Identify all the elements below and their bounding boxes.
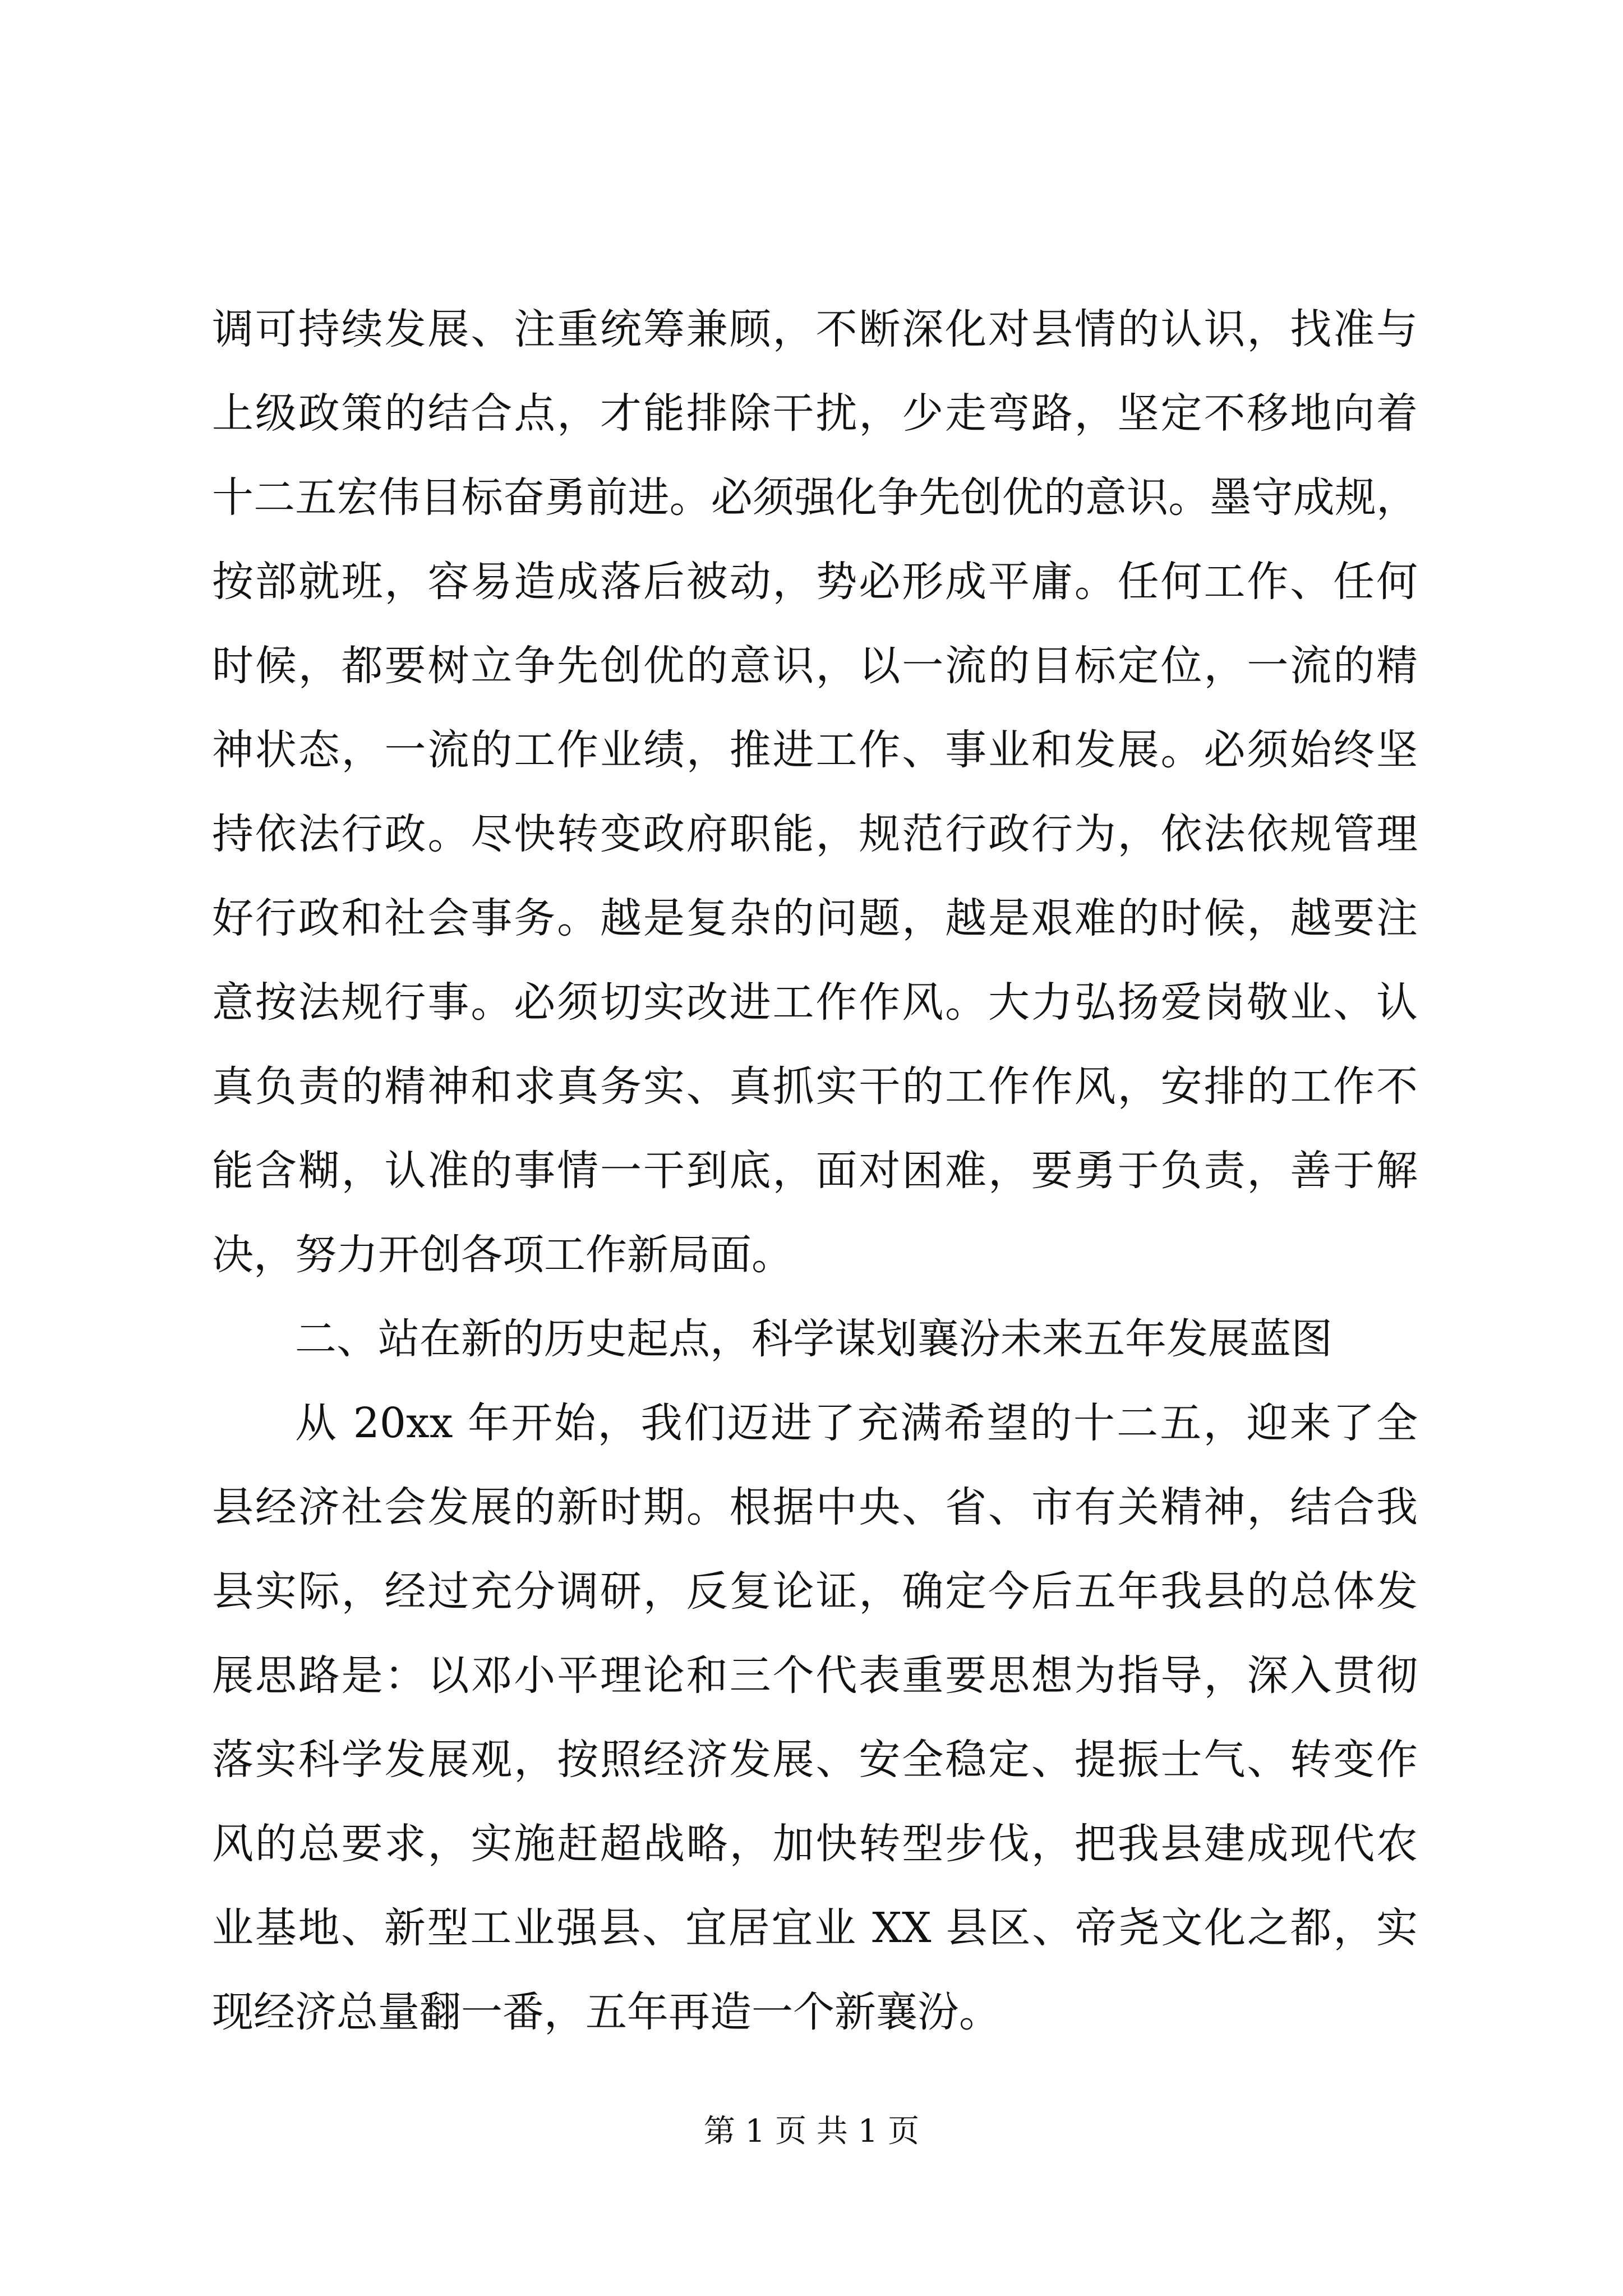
paragraph-line: 十二五宏伟目标奋勇前进。必须强化争先创优的意识。墨守成规， bbox=[212, 473, 1418, 522]
page-number-footer: 第 1 页 共 1 页 bbox=[703, 2113, 920, 2150]
paragraph-line: 展思路是：以邓小平理论和三个代表重要思想为指导，深入贯彻 bbox=[212, 1651, 1418, 1700]
paragraph-line: 现经济总量翻一番，五年再造一个新襄汾。 bbox=[212, 1988, 1000, 2036]
paragraph-line: 上级政策的结合点，才能排除干扰，少走弯路，坚定不移地向着 bbox=[212, 389, 1418, 438]
paragraph-line: 神状态，一流的工作业绩，推进工作、事业和发展。必须始终坚 bbox=[212, 726, 1418, 774]
paragraph-line: 时候，都要树立争先创优的意识，以一流的目标定位，一流的精 bbox=[212, 642, 1418, 690]
paragraph-line: 按部就班，容易造成落后被动，势必形成平庸。任何工作、任何 bbox=[212, 558, 1418, 606]
paragraph-line: 能含糊，认准的事情一干到底，面对困难，要勇于负责，善于解 bbox=[212, 1147, 1418, 1195]
paragraph-line: 意按法规行事。必须切实改进工作作风。大力弘扬爱岗敬业、认 bbox=[212, 978, 1418, 1027]
paragraph-line: 持依法行政。尽快转变政府职能，规范行政行为，依法依规管理 bbox=[212, 810, 1418, 858]
section-heading: 二、站在新的历史起点，科学谋划襄汾未来五年发展蓝图 bbox=[295, 1315, 1332, 1363]
paragraph-line: 真负责的精神和求真务实、真抓实干的工作作风，安排的工作不 bbox=[212, 1062, 1418, 1111]
paragraph-line: 县经济社会发展的新时期。根据中央、省、市有关精神，结合我 bbox=[212, 1483, 1418, 1531]
paragraph-line: 业基地、新型工业强县、宜居宜业 XX 县区、帝尧文化之都，实 bbox=[212, 1904, 1418, 1952]
paragraph-line: 从 20xx 年开始，我们迈进了充满希望的十二五，迎来了全 bbox=[295, 1399, 1418, 1447]
paragraph-line: 调可持续发展、注重统筹兼顾，不断深化对县情的认识，找准与 bbox=[212, 305, 1418, 353]
document-body bbox=[212, 287, 1418, 2054]
paragraph-line: 风的总要求，实施赶超战略，加快转型步伐，把我县建成现代农 bbox=[212, 1820, 1418, 1868]
paragraph-line: 落实科学发展观，按照经济发展、安全稳定、提振士气、转变作 bbox=[212, 1736, 1418, 1784]
paragraph-line: 决，努力开创各项工作新局面。 bbox=[212, 1231, 793, 1279]
paragraph-line: 县实际，经过充分调研，反复论证，确定今后五年我县的总体发 bbox=[212, 1567, 1418, 1616]
paragraph-line: 好行政和社会事务。越是复杂的问题，越是艰难的时候，越要注 bbox=[212, 894, 1418, 942]
